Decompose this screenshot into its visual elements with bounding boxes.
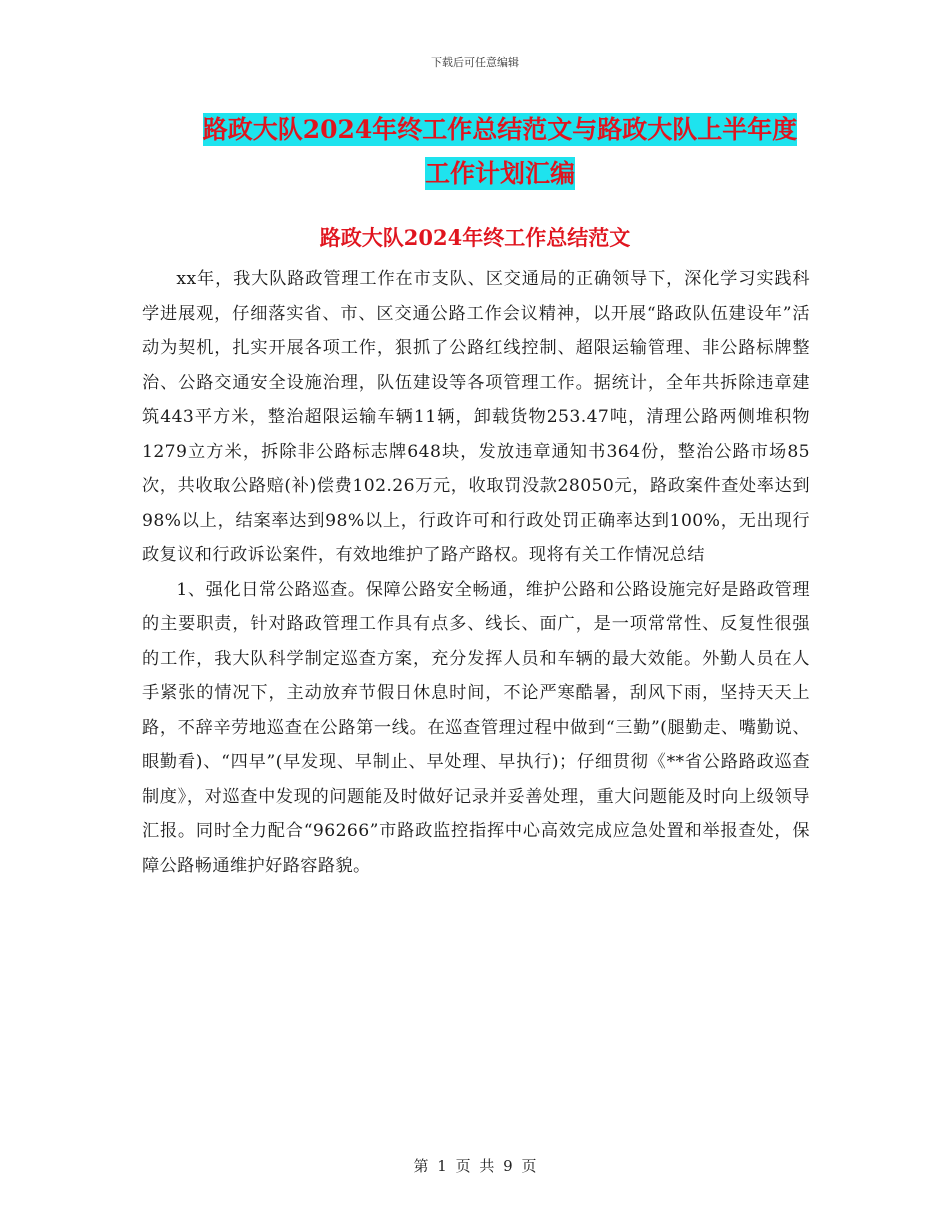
document-title-line1: 路政大队2024年终工作总结范文与路政大队上半年度 xyxy=(202,115,798,144)
page-number-footer: 第 1 页 共 9 页 xyxy=(413,1157,537,1175)
document-title-line2: 工作计划汇编 xyxy=(424,159,575,188)
document-body xyxy=(142,262,810,883)
body-paragraph: xx年，我大队路政管理工作在市支队、区交通局的正确领导下，深化学习实践科学进展观，仔细落实省、市、区交通公路工作会议精神，以开展“路政队伍建设年”活动为契机，扎实开展各项工作，狠抓了公路红线控制、超限运输管理、非公路标牌整治、公路交通安全设施治理，队伍建设等各项管理工作。据统计，全年共拆除违章建筑443平方米，整治超限运输车辆11辆，卸载货物253.47吨，清理公路两侧堆积物1279立方米，拆除非公路标志牌648块，发放违章通知书364份，整治公路市场85次，共收取公路赔(补)偿费102.26万元，收取罚没款28050元，路政案件查处率达到98%以上，结案率达到98%以上，行政许可和行政处罚正确率达到100%，无出现行政复议和行政诉讼案件，有效地维护了路产路权。现将有关工作情况总结 xyxy=(142,269,810,565)
page-header-note: 下载后可任意编辑 xyxy=(431,56,519,69)
document-title xyxy=(150,108,850,196)
section-title: 路政大队2024年终工作总结范文 xyxy=(319,225,631,250)
body-paragraph: 1、强化日常公路巡查。保障公路安全畅通，维护公路和公路设施完好是路政管理的主要职责，针对路政管理工作具有点多、线长、面广，是一项常常性、反复性很强的工作，我大队科学制定巡查方案，充分发挥人员和车辆的最大效能。外勤人员在人手紧张的情况下，主动放弃节假日休息时间，不论严寒酷暑，刮风下雨，坚持天天上路，不辞辛劳地巡查在公路第一线。在巡查管理过程中做到“三勤”(腿勤走、嘴勤说、眼勤看)、“四早”(早发现、早制止、早处理、早执行)；仔细贯彻《**省公路路政巡查制度》，对巡查中发现的问题能及时做好记录并妥善处理，重大问题能及时向上级领导汇报。同时全力配合“96266”市路政监控指挥中心高效完成应急处置和举报查处，保障公路畅通维护好路容路貌。 xyxy=(142,579,810,876)
